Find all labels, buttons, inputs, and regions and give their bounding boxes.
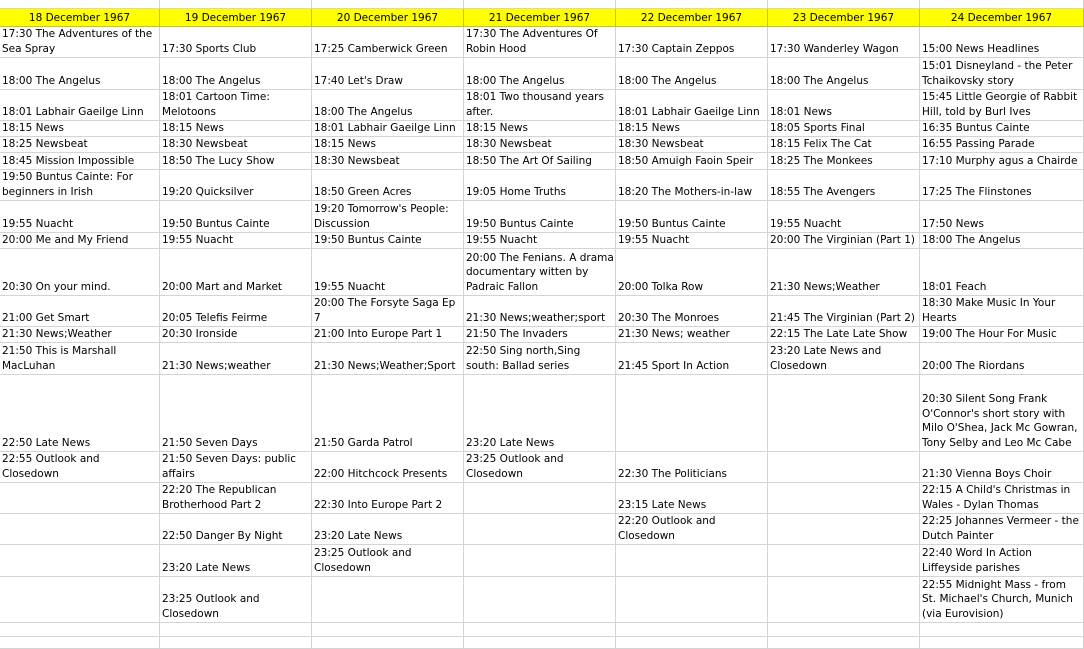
table-cell[interactable]: 18:00 The Angelus	[312, 90, 464, 121]
table-cell[interactable]: 19:55 Nuacht	[768, 201, 920, 233]
table-cell[interactable]	[768, 514, 920, 545]
table-cell[interactable]: 18:15 Felix The Cat	[768, 137, 920, 153]
table-cell[interactable]	[0, 545, 160, 577]
table-cell[interactable]: 22:20 Outlook and Closedown	[616, 514, 768, 545]
table-cell[interactable]: 19:20 Tomorrow's People: Discussion	[312, 201, 464, 233]
table-cell[interactable]: 19:55 Nuacht	[0, 201, 160, 233]
table-cell[interactable]	[464, 637, 616, 649]
table-cell[interactable]: 17:10 Murphy agus a Chairde	[920, 153, 1084, 170]
table-cell[interactable]: 18:00 The Angelus	[616, 58, 768, 90]
table-cell[interactable]: 22:00 Hitchcock Presents	[312, 452, 464, 483]
table-cell[interactable]: 22:15 A Child's Christmas in Wales - Dylan Thomas	[920, 483, 1084, 514]
table-cell[interactable]: 19:00 The Hour For Music	[920, 327, 1084, 343]
table-cell[interactable]: 18:30 Newsbeat	[616, 137, 768, 153]
table-cell[interactable]: 20:30 On your mind.	[0, 249, 160, 296]
table-cell[interactable]	[464, 0, 616, 9]
table-cell[interactable]	[160, 0, 312, 9]
table-cell[interactable]: 20:00 The Virginian (Part 1)	[768, 233, 920, 249]
table-cell[interactable]: 23:20 Late News	[312, 514, 464, 545]
table-cell[interactable]: 18:00 The Angelus	[0, 58, 160, 90]
table-cell[interactable]	[768, 637, 920, 649]
table-cell[interactable]: 22:50 Late News	[0, 375, 160, 452]
table-cell[interactable]: 22:20 The Republican Brotherhood Part 2	[160, 483, 312, 514]
table-cell[interactable]	[768, 483, 920, 514]
table-cell[interactable]: 17:25 Camberwick Green	[312, 27, 464, 58]
table-cell[interactable]: 20:30 Silent Song Frank O'Connor's short story with Milo O'Shea, Jack Mc Gowran, Tony Selby and Leo Mc Cabe	[920, 375, 1084, 452]
table-cell[interactable]: 17:30 Wanderley Wagon	[768, 27, 920, 58]
table-cell[interactable]: 18:30 Newsbeat	[312, 153, 464, 170]
table-cell[interactable]	[616, 623, 768, 637]
table-cell[interactable]: 19:55 Nuacht	[464, 233, 616, 249]
table-cell[interactable]	[768, 452, 920, 483]
table-cell[interactable]: 18:50 Amuigh Faoin Speir	[616, 153, 768, 170]
table-cell[interactable]	[464, 483, 616, 514]
table-cell[interactable]: 18:01 Labhair Gaeilge Linn	[0, 90, 160, 121]
table-cell[interactable]: 19:55 Nuacht	[312, 249, 464, 296]
table-cell[interactable]: 21:30 News;Weather	[768, 249, 920, 296]
table-cell[interactable]	[312, 0, 464, 9]
table-cell[interactable]	[0, 514, 160, 545]
table-cell[interactable]: 21:30 News;Weather;Sport	[312, 343, 464, 375]
table-cell[interactable]: 18:50 The Art Of Sailing	[464, 153, 616, 170]
table-cell[interactable]: 19:50 Buntus Cainte	[464, 201, 616, 233]
table-cell[interactable]: 21:50 The Invaders	[464, 327, 616, 343]
table-cell[interactable]: 18:01 Feach	[920, 249, 1084, 296]
table-cell[interactable]: 18:00 The Angelus	[464, 58, 616, 90]
table-cell[interactable]: 21:30 News; weather	[616, 327, 768, 343]
table-cell[interactable]: 18:30 Newsbeat	[160, 137, 312, 153]
table-cell[interactable]: 17:25 The Flinstones	[920, 170, 1084, 201]
column-header-1[interactable]: 18 December 1967	[0, 9, 160, 27]
table-cell[interactable]: 18:25 The Monkees	[768, 153, 920, 170]
table-cell[interactable]: 17:30 Captain Zeppos	[616, 27, 768, 58]
table-cell[interactable]: 18:50 The Lucy Show	[160, 153, 312, 170]
table-cell[interactable]: 19:50 Buntus Cainte	[160, 201, 312, 233]
table-cell[interactable]: 23:20 Late News	[160, 545, 312, 577]
column-header-4[interactable]: 21 December 1967	[464, 9, 616, 27]
table-cell[interactable]	[768, 375, 920, 452]
column-header-3[interactable]: 20 December 1967	[312, 9, 464, 27]
table-cell[interactable]: 20:00 The Riordans	[920, 343, 1084, 375]
table-cell[interactable]: 21:30 News;weather;sport	[464, 296, 616, 327]
table-cell[interactable]: 21:30 News;weather	[160, 343, 312, 375]
table-cell[interactable]: 20:00 The Forsyte Saga Ep 7	[312, 296, 464, 327]
table-cell[interactable]: 19:20 Quicksilver	[160, 170, 312, 201]
table-cell[interactable]: 21:50 This is Marshall MacLuhan	[0, 343, 160, 375]
table-cell[interactable]: 22:25 Johannes Vermeer - the Dutch Painter	[920, 514, 1084, 545]
table-cell[interactable]	[616, 577, 768, 623]
table-cell[interactable]: 20:05 Telefis Feirme	[160, 296, 312, 327]
table-cell[interactable]: 18:25 Newsbeat	[0, 137, 160, 153]
table-cell[interactable]: 20:30 Ironside	[160, 327, 312, 343]
table-cell[interactable]: 20:00 Mart and Market	[160, 249, 312, 296]
table-cell[interactable]: 18:15 News	[464, 121, 616, 137]
table-cell[interactable]: 18:01 Cartoon Time: Melotoons	[160, 90, 312, 121]
table-cell[interactable]: 23:20 Late News and Closedown	[768, 343, 920, 375]
table-cell[interactable]: 22:30 Into Europe Part 2	[312, 483, 464, 514]
table-cell[interactable]	[0, 637, 160, 649]
table-cell[interactable]	[616, 0, 768, 9]
table-cell[interactable]	[312, 637, 464, 649]
table-cell[interactable]	[920, 623, 1084, 637]
table-cell[interactable]: 21:30 Vienna Boys Choir	[920, 452, 1084, 483]
table-cell[interactable]: 18:01 News	[768, 90, 920, 121]
table-cell[interactable]	[0, 623, 160, 637]
column-header-6[interactable]: 23 December 1967	[768, 9, 920, 27]
table-cell[interactable]: 19:50 Buntus Cainte	[312, 233, 464, 249]
table-cell[interactable]	[0, 483, 160, 514]
table-cell[interactable]: 17:40 Let's Draw	[312, 58, 464, 90]
table-cell[interactable]: 22:15 The Late Late Show	[768, 327, 920, 343]
table-cell[interactable]: 23:25 Outlook and Closedown	[160, 577, 312, 623]
table-cell[interactable]: 18:00 The Angelus	[920, 233, 1084, 249]
table-cell[interactable]: 17:50 News	[920, 201, 1084, 233]
table-cell[interactable]	[0, 0, 160, 9]
table-cell[interactable]: 21:50 Seven Days: public affairs	[160, 452, 312, 483]
table-cell[interactable]: 17:30 The Adventures of the Sea Spray	[0, 27, 160, 58]
table-cell[interactable]: 19:05 Home Truths	[464, 170, 616, 201]
table-cell[interactable]: 17:30 Sports Club	[160, 27, 312, 58]
table-cell[interactable]: 16:35 Buntus Cainte	[920, 121, 1084, 137]
table-cell[interactable]: 18:05 Sports Final	[768, 121, 920, 137]
table-cell[interactable]: 18:00 The Angelus	[768, 58, 920, 90]
table-cell[interactable]: 19:55 Nuacht	[616, 233, 768, 249]
table-cell[interactable]: 20:00 Me and My Friend	[0, 233, 160, 249]
table-cell[interactable]	[312, 577, 464, 623]
column-header-7[interactable]: 24 December 1967	[920, 9, 1084, 27]
table-cell[interactable]	[768, 623, 920, 637]
table-cell[interactable]: 22:30 The Politicians	[616, 452, 768, 483]
table-cell[interactable]: 20:00 Tolka Row	[616, 249, 768, 296]
table-cell[interactable]: 22:55 Outlook and Closedown	[0, 452, 160, 483]
table-cell[interactable]: 22:55 Midnight Mass - from St. Michael's Church, Munich (via Eurovision)	[920, 577, 1084, 623]
table-cell[interactable]: 20:30 The Monroes	[616, 296, 768, 327]
table-cell[interactable]: 18:45 Mission Impossible	[0, 153, 160, 170]
table-cell[interactable]: 18:30 Make Music In Your Hearts	[920, 296, 1084, 327]
table-cell[interactable]: 19:55 Nuacht	[160, 233, 312, 249]
table-cell[interactable]: 21:45 Sport In Action	[616, 343, 768, 375]
table-cell[interactable]: 18:15 News	[616, 121, 768, 137]
table-cell[interactable]: 22:50 Danger By Night	[160, 514, 312, 545]
table-cell[interactable]: 18:20 The Mothers-in-law	[616, 170, 768, 201]
table-cell[interactable]: 18:15 News	[160, 121, 312, 137]
table-cell[interactable]	[0, 577, 160, 623]
table-cell[interactable]: 22:40 Word In Action Liffeyside parishes	[920, 545, 1084, 577]
table-cell[interactable]	[312, 623, 464, 637]
table-cell[interactable]	[464, 623, 616, 637]
table-cell[interactable]	[160, 623, 312, 637]
table-cell[interactable]	[768, 0, 920, 9]
table-cell[interactable]	[160, 637, 312, 649]
table-cell[interactable]: 23:20 Late News	[464, 375, 616, 452]
table-cell[interactable]	[616, 545, 768, 577]
table-cell[interactable]: 15:45 Little Georgie of Rabbit Hill, told by Burl Ives	[920, 90, 1084, 121]
table-cell[interactable]: 18:01 Labhair Gaeilge Linn	[616, 90, 768, 121]
table-cell[interactable]: 23:25 Outlook and Closedown	[464, 452, 616, 483]
table-cell[interactable]: 21:50 Seven Days	[160, 375, 312, 452]
table-cell[interactable]: 18:15 News	[0, 121, 160, 137]
table-cell[interactable]: 18:30 Newsbeat	[464, 137, 616, 153]
table-cell[interactable]: 23:15 Late News	[616, 483, 768, 514]
table-cell[interactable]: 16:55 Passing Parade	[920, 137, 1084, 153]
table-cell[interactable]	[768, 545, 920, 577]
table-cell[interactable]: 15:00 News Headlines	[920, 27, 1084, 58]
table-cell[interactable]: 18:15 News	[312, 137, 464, 153]
table-cell[interactable]	[768, 577, 920, 623]
table-cell[interactable]	[464, 545, 616, 577]
table-cell[interactable]: 18:55 The Avengers	[768, 170, 920, 201]
table-cell[interactable]: 19:50 Buntus Cainte: For beginners in Irish	[0, 170, 160, 201]
table-cell[interactable]: 21:50 Garda Patrol	[312, 375, 464, 452]
table-cell[interactable]	[464, 577, 616, 623]
table-cell[interactable]: 21:00 Get Smart	[0, 296, 160, 327]
table-cell[interactable]: 23:25 Outlook and Closedown	[312, 545, 464, 577]
table-cell[interactable]: 21:30 News;Weather	[0, 327, 160, 343]
table-cell[interactable]: 21:00 Into Europe Part 1	[312, 327, 464, 343]
table-cell[interactable]: 18:01 Two thousand years after.	[464, 90, 616, 121]
table-cell[interactable]	[920, 0, 1084, 9]
table-cell[interactable]: 17:30 The Adventures Of Robin Hood	[464, 27, 616, 58]
table-cell[interactable]	[920, 637, 1084, 649]
column-header-2[interactable]: 19 December 1967	[160, 9, 312, 27]
table-cell[interactable]: 19:50 Buntus Cainte	[616, 201, 768, 233]
table-cell[interactable]	[464, 514, 616, 545]
table-cell[interactable]: 20:00 The Fenians. A drama documentary witten by Padraic Fallon	[464, 249, 616, 296]
table-cell[interactable]: 22:50 Sing north,Sing south: Ballad series	[464, 343, 616, 375]
column-header-5[interactable]: 22 December 1967	[616, 9, 768, 27]
table-cell[interactable]: 21:45 The Virginian (Part 2)	[768, 296, 920, 327]
table-cell[interactable]	[616, 375, 768, 452]
table-cell[interactable]: 18:50 Green Acres	[312, 170, 464, 201]
table-cell[interactable]: 15:01 Disneyland - the Peter Tchaikovsky story	[920, 58, 1084, 90]
table-cell[interactable]: 18:00 The Angelus	[160, 58, 312, 90]
table-cell[interactable]: 18:01 Labhair Gaeilge Linn	[312, 121, 464, 137]
table-cell[interactable]	[616, 637, 768, 649]
